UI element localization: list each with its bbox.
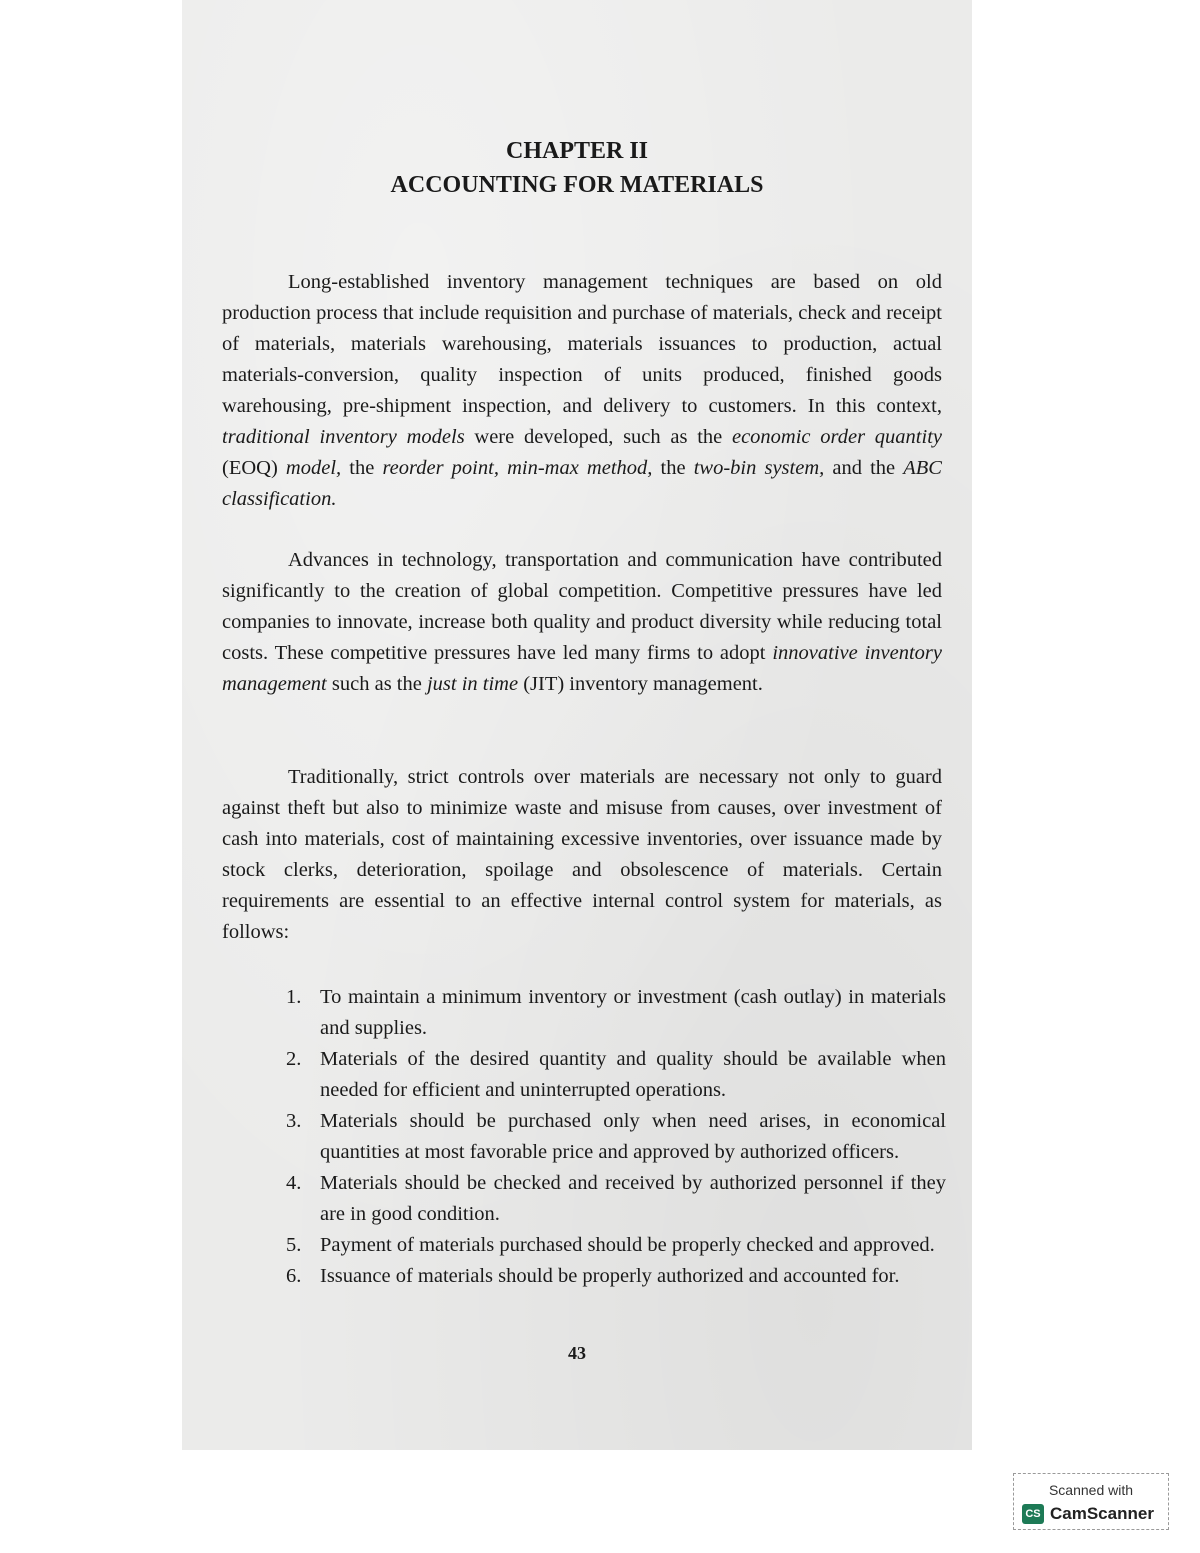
chapter-title: ACCOUNTING FOR MATERIALS <box>390 172 764 198</box>
text-run: innovative inventory management <box>222 642 942 695</box>
list-item: 6. Issuance of materials should be properly authorized and accounted for. <box>286 1265 900 1287</box>
text-run: traditional inventory models <box>222 426 465 448</box>
text-run: the <box>341 457 383 479</box>
paragraph-2 <box>222 545 942 700</box>
list-item: 3. Materials should be purchased only when need arises, in economical quantities at most favorable price and approved by authorized officers. <box>286 1110 946 1163</box>
text-run: economic order quantity <box>731 426 942 448</box>
text-run: Traditionally, strict controls over materials are necessary not only to guard against theft but also to minimize waste and misuse from causes, over investment of cash into materials, cost of maintaining excessive inventories, over issuance made by stock clerks, deterioration, spoilage and obsolescence of materials. Certain requirements are essential to an effective internal control system for materials, as follows: <box>222 766 942 943</box>
list-item: 2. Materials of the desired quantity and quality should be available when needed for efficient and uninterrupted operations. <box>286 1048 946 1101</box>
requirements-list <box>286 982 946 1292</box>
paragraph-3 <box>222 762 942 948</box>
camscanner-badge <box>1013 1473 1169 1530</box>
list-item: 5. Payment of materials purchased should be properly checked and approved. <box>286 1234 935 1256</box>
text-run: the <box>652 457 694 479</box>
text-run: were developed, such as the <box>464 426 732 448</box>
badge-caption: Scanned with <box>1048 1482 1134 1498</box>
text-run: just in time <box>426 673 519 695</box>
list-item: 4. Materials should be checked and received by authorized personnel if they are in good condition. <box>286 1172 946 1225</box>
camscanner-logo-icon: CS <box>1022 1504 1044 1524</box>
text-run: such as the <box>326 673 427 695</box>
text-run: and the <box>824 457 904 479</box>
badge-brand: CamScanner <box>1050 1504 1154 1523</box>
text-run: Advances in technology, transportation and communication have contributed significantly to the creation of global competition. Competitive pressures have led companies to innovate, increase both quality and product diversity while reducing total costs. These competitive pressures have led many firms to adopt <box>222 549 942 664</box>
text-run: (JIT) inventory management. <box>518 673 763 695</box>
paragraph-1 <box>222 267 942 515</box>
text-run: two-bin system, <box>693 457 825 479</box>
page-number: 43 <box>568 1343 586 1363</box>
list-item: 1. To maintain a minimum inventory or investment (cash outlay) in materials and supplies. <box>286 986 946 1039</box>
chapter-heading: CHAPTER II <box>505 138 649 164</box>
text-run: Long-established inventory management techniques are based on old production process that include requisition and purchase of materials, check and receipt of materials, materials warehousing, materials issuances to production, actual materials-conversion, quality inspection of units produced, finished goods warehousing, pre-shipment inspection, and delivery to customers. In this context, <box>222 271 942 417</box>
text-run: (EOQ) <box>222 457 286 479</box>
text-run: model, <box>285 457 342 479</box>
text-run: reorder point, min-max method, <box>382 457 653 479</box>
text-run: ABC classification. <box>222 457 942 510</box>
